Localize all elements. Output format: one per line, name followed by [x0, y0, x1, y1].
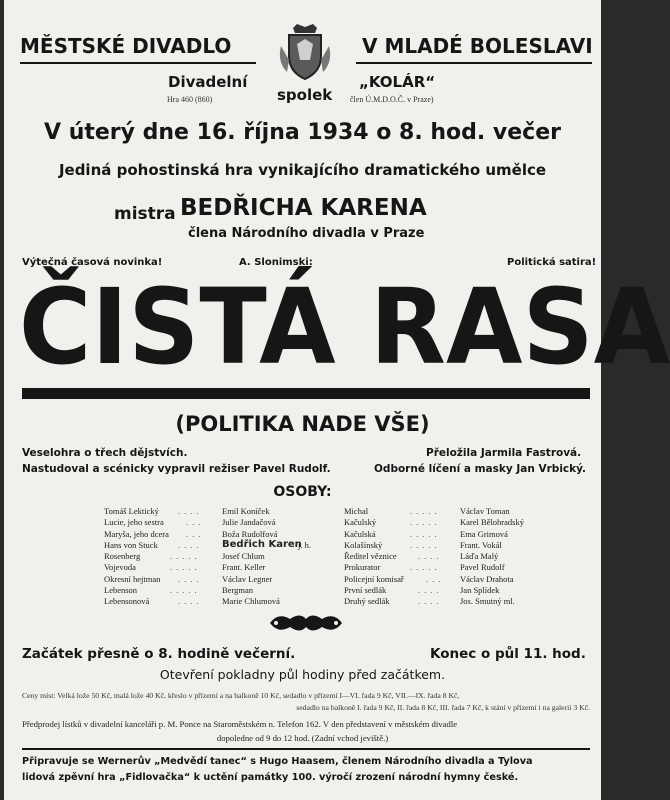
cast-row	[344, 540, 584, 551]
start-time: Začátek přesně o 8. hodině večerní.	[22, 646, 296, 662]
coat-of-arms-icon	[277, 24, 333, 84]
cast-actor: Ema Grimová	[460, 528, 508, 539]
header-rule-right	[356, 62, 592, 64]
play-number: Hra 460 (860)	[167, 95, 213, 104]
play-title: ČISTÁ RASA	[18, 266, 670, 388]
cast-role: Hans von Stuck	[104, 539, 158, 550]
dot-leader: .....	[170, 551, 201, 562]
cast-row	[344, 574, 584, 585]
dot-leader: .....	[410, 562, 441, 573]
cast-row	[104, 506, 344, 517]
cast-role: Kolašínský	[344, 539, 383, 550]
dot-leader: ....	[418, 596, 443, 607]
dot-leader: .....	[410, 528, 441, 539]
cast-row	[344, 585, 584, 596]
header-rule-left	[20, 62, 256, 64]
cast-role: Policejní komisař	[344, 573, 404, 584]
cast-role: Lebenson	[104, 585, 138, 596]
upcoming-line-2: lidová zpěvní hra „Fidlovačka“ k uctění památky 100. výročí zrození národní hymny české.	[22, 772, 519, 783]
dot-leader: .....	[410, 517, 441, 528]
guest-line: Jediná pohostinská hra vynikajícího dramatického umělce	[58, 161, 547, 179]
cast-actor: Václav Drahota	[460, 573, 514, 584]
ornament-icon	[266, 612, 346, 634]
author-name: A. Slonimski:	[239, 257, 313, 268]
cast-actor: Jan Splídek	[460, 585, 500, 596]
group-label: Divadelní	[168, 73, 248, 91]
membership-note: člen Ú.M.D.O.Č. v Praze)	[350, 95, 434, 104]
cast-role: Rosenberg	[104, 551, 141, 562]
director-line: Nastudoval a scénicky vypravil režiser Pavel Rudolf.	[22, 463, 331, 475]
cast-actor: Jos. Smutný ml.	[460, 596, 515, 607]
cast-role: Okresní hejtman	[104, 573, 161, 584]
theatre-name: MĚSTSKÉ DIVADLO	[20, 34, 232, 58]
cast-actor: Julie Jandačová	[222, 517, 276, 528]
guest-actor: Bedřich Karen	[222, 538, 302, 550]
cast-actor: Václav Toman	[460, 506, 510, 516]
cast-role: První sedlák	[344, 585, 387, 596]
end-time: Konec o půl 11. hod.	[430, 646, 586, 662]
cast-role: Tomáš Lektický	[104, 506, 159, 516]
genre-line: Veselohra o třech dějstvích.	[22, 447, 188, 459]
makeup-line: Odborné líčení a masky Jan Vrbický.	[374, 463, 586, 475]
cast-actor: Marie Chlumová	[222, 596, 280, 607]
town-name: V MLADÉ BOLESLAVI	[362, 34, 593, 58]
guest-role: člena Národního divadla v Praze	[188, 226, 425, 241]
novelty-tag: Výtečná časová novinka!	[22, 257, 163, 268]
dot-leader: ....	[178, 573, 203, 584]
dot-leader: ...	[426, 573, 445, 584]
date-line: V úterý dne 16. října 1934 o 8. hod. večer	[44, 120, 561, 145]
cast-row	[104, 596, 344, 607]
cast-actor: Frant. Keller	[222, 562, 266, 573]
dot-leader: ....	[178, 539, 203, 550]
cast-actor: Frant. Vokál	[460, 539, 502, 550]
footer-rule	[22, 748, 590, 750]
prices-line-2: sedadlo na balkoně I. řada 9 Kč, II. řada 8 Kč, III. řada 7 Kč, k stání v přízemí i na galerii 3 Kč.	[296, 703, 590, 712]
cast-left	[104, 506, 344, 608]
dot-leader: ....	[178, 596, 203, 607]
cast-row	[104, 517, 344, 528]
cast-row	[104, 540, 344, 551]
cast-role: Vojevoda	[104, 562, 136, 573]
cast-heading: OSOBY:	[273, 484, 332, 500]
cast-row	[104, 562, 344, 573]
guest-name: BEDŘICHA KARENA	[180, 195, 427, 221]
dot-leader: .....	[170, 562, 201, 573]
cast-row	[344, 506, 584, 517]
dot-leader: ....	[178, 506, 203, 516]
dot-leader: .....	[410, 539, 441, 550]
dot-leader: .....	[410, 506, 441, 516]
cast-row	[344, 562, 584, 573]
cast-actor: Karel Bělohradský	[460, 517, 524, 528]
cast-actor: Láďa Malý	[460, 551, 499, 562]
cast-actor: Pavel Rudolf	[460, 562, 505, 573]
cast-row	[344, 529, 584, 540]
cast-actor: Boža Rudolfová	[222, 528, 278, 539]
translator-line: Přeložila Jarmila Fastrová.	[426, 447, 582, 459]
cast-row	[344, 551, 584, 562]
presale-line-1: Předprodej lístků v divadelní kanceláři p. M. Ponce na Staroměstském n. Telefon 162. V den představení v městském divadle	[22, 719, 458, 729]
cast-actor: Václav Legner	[222, 573, 273, 584]
cast-actor: Emil Koníček	[222, 506, 270, 516]
cast-row	[344, 596, 584, 607]
dot-leader: .....	[170, 585, 201, 596]
theatre-poster	[4, 0, 670, 800]
cast-role: Kačulská	[344, 528, 376, 539]
cast-role: Michal	[344, 506, 369, 516]
upcoming-line-1: Připravuje se Wernerův „Medvědí tanec“ s Hugo Haasem, členem Národního divadla a Tylova	[22, 756, 533, 767]
box-office-line: Otevření pokladny půl hodiny před začátkem.	[159, 667, 446, 682]
group-name: „KOLÁR“	[359, 73, 436, 91]
presale-line-2: dopoledne od 9 do 12 hod. (Zadní vchod jeviště.)	[216, 733, 389, 743]
satire-tag: Politická satira!	[507, 257, 597, 268]
cast-row	[104, 574, 344, 585]
cast-row	[104, 585, 344, 596]
cast-right	[344, 506, 584, 608]
cast-row	[344, 517, 584, 528]
group-word: spolek	[277, 86, 333, 104]
play-subtitle: (POLITIKA NADE VŠE)	[175, 412, 430, 436]
guest-note: j. h.	[298, 539, 311, 550]
cast-role: Lebensonová	[104, 596, 150, 607]
dot-leader: ...	[186, 517, 205, 528]
title-bar	[22, 388, 590, 399]
cast-role: Prokurator	[344, 562, 381, 573]
cast-actor: Josef Chlum	[222, 551, 265, 562]
dot-leader: ...	[186, 528, 205, 539]
guest-prefix: mistra	[114, 204, 176, 224]
dot-leader: ....	[418, 585, 443, 596]
dot-leader: ....	[418, 551, 443, 562]
cast-actor: Bergman	[222, 585, 254, 596]
cast-role: Ředitel věznice	[344, 551, 397, 562]
cast-role: Druhý sedlák	[344, 596, 390, 607]
cast-role: Lucie, jeho sestra	[104, 517, 164, 528]
cast-role: Maryša, jeho dcera	[104, 528, 169, 539]
prices-line-1: Ceny míst: Velká lože 50 Kč, malá lože 40 Kč, křeslo v přízemí a na balkoně 10 Kč, sedadlo v přízemí I—VI. řada 9 Kč, VII.—IX. řada 8 Kč,	[22, 691, 460, 700]
cast-row	[104, 551, 344, 562]
cast-role: Kačulský	[344, 517, 377, 528]
